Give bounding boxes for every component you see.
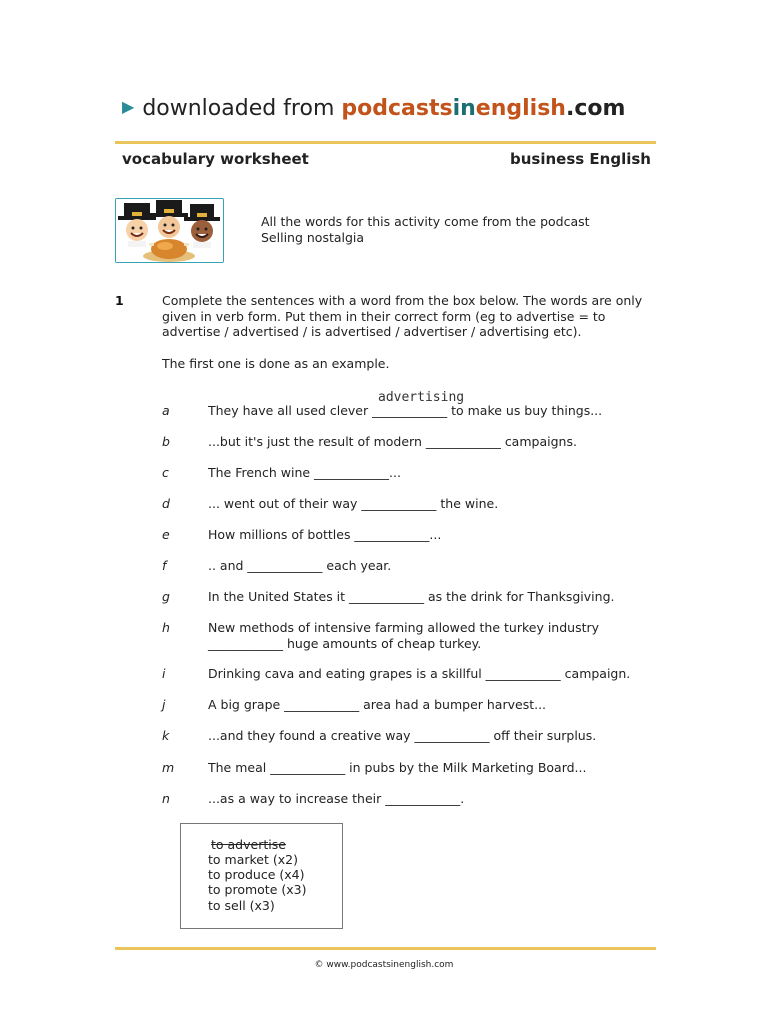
worksheet-type: vocabulary worksheet: [122, 150, 309, 168]
item-text: New methods of intensive farming allowed the turkey industry: [208, 620, 600, 635]
intro-podcast-title: Selling nostalgia: [261, 230, 365, 245]
item-text: ...but it's just the result of modern ____________ campaigns.: [208, 434, 577, 449]
exercise-number: 1: [115, 293, 124, 308]
item-letter: g: [162, 589, 170, 604]
item-letter: d: [162, 496, 170, 511]
item-letter: i: [162, 666, 166, 681]
item-letter: m: [162, 760, 175, 775]
bottom-divider: [115, 947, 656, 950]
item-text: A big grape ____________ area had a bumper harvest...: [208, 697, 547, 712]
item-text: Drinking cava and eating grapes is a skillful ____________ campaign.: [208, 666, 631, 681]
site-header: [122, 96, 662, 121]
word-option: to sell (x3): [208, 898, 275, 913]
word-option: to promote (x3): [208, 882, 307, 897]
exercise-instructions: Complete the sentences with a word from the box below. The words are only given in verb form. Put them in their correct form (eg to advertise = to advertise / advertised / is advertised / advertiser / advertising etc).: [162, 293, 643, 339]
intro-line-1: All the words for this activity come from the podcast: [261, 214, 590, 229]
pilgrims-turkey-illustration: [115, 198, 224, 263]
item-letter: e: [162, 527, 170, 542]
item-text-continued: ____________ huge amounts of cheap turkey.: [208, 635, 482, 651]
item-letter: c: [162, 465, 169, 480]
brand-logo[interactable]: [341, 96, 625, 121]
item-text: ... went out of their way ____________ the wine.: [208, 496, 499, 511]
worksheet-topic: business English: [510, 150, 651, 168]
item-letter: b: [162, 434, 170, 449]
example-note: The first one is done as an example.: [162, 356, 390, 371]
word-crossed-out: to advertise: [211, 837, 286, 852]
play-arrow-icon: ▶: [122, 97, 135, 116]
item-letter: h: [162, 620, 170, 635]
intro-text: [261, 214, 590, 246]
item-letter: a: [162, 403, 170, 418]
item-text: The French wine ____________...: [208, 465, 401, 480]
item-text: ...and they found a creative way ____________ off their surplus.: [208, 728, 597, 743]
item-text: .. and ____________ each year.: [208, 558, 392, 573]
brand-podcasts: podcasts: [341, 96, 453, 121]
item-letter: k: [162, 728, 170, 743]
item-text: They have all used clever ____________ to make us buy things...: [208, 403, 603, 418]
item-letter: n: [162, 791, 170, 806]
word-option: to produce (x4): [208, 867, 305, 882]
header-prefix: downloaded from: [142, 96, 335, 121]
example-answer: advertising: [378, 390, 465, 405]
item-letter: f: [162, 558, 167, 573]
word-box: [180, 823, 343, 929]
item-letter: j: [162, 697, 166, 712]
brand-com: .com: [565, 96, 626, 121]
footer-copyright[interactable]: © www.podcastsinenglish.com: [314, 960, 454, 970]
item-text: The meal ____________ in pubs by the Milk Marketing Board...: [208, 760, 587, 775]
item-text: How millions of bottles ____________...: [208, 527, 442, 542]
word-option: to market (x2): [208, 852, 298, 867]
item-text: In the United States it ____________ as the drink for Thanksgiving.: [208, 589, 615, 604]
item-text: ...as a way to increase their ____________.: [208, 791, 465, 806]
top-divider: [115, 141, 656, 144]
brand-english: english: [475, 96, 566, 121]
brand-in: in: [452, 96, 476, 121]
